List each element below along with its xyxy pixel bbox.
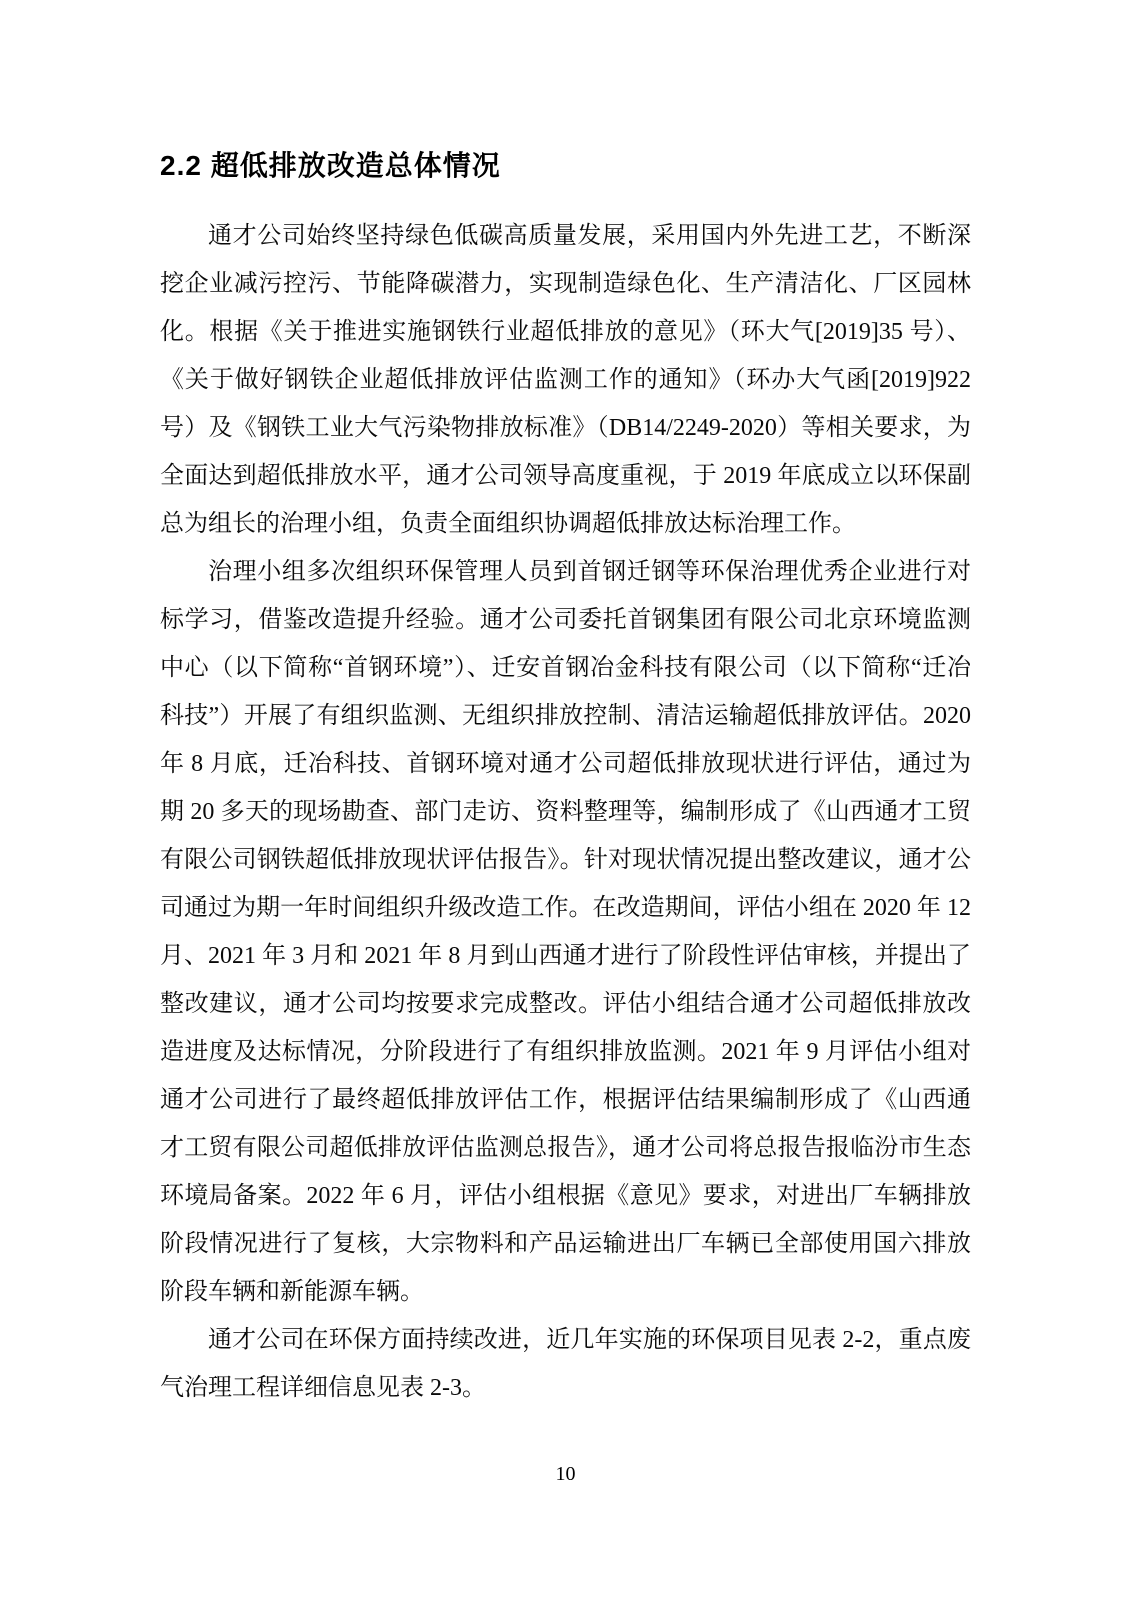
body-paragraph: 通才公司始终坚持绿色低碳高质量发展，采用国内外先进工艺，不断深挖企业减污控污、节能降碳潜力，实现制造绿色化、生产清洁化、厂区园林化。根据《关于推进实施钢铁行业超低排放的意见》（环大气[2019]35 号）、《关于做好钢铁企业超低排放评估监测工作的通知》（环办大气函[2019]922 号）及《钢铁工业大气污染物排放标准》（DB14/2249-2020）等相关要求，为全面达到超低排放水平，通才公司领导高度重视，于 2019 年底成立以环保副总为组长的治理小组，负责全面组织协调超低排放达标治理工作。: [160, 223, 971, 537]
page-number: 10: [555, 1463, 576, 1485]
body-paragraph: 通才公司在环保方面持续改进，近几年实施的环保项目见表 2-2，重点废气治理工程详细信息见表 2-3。: [160, 1327, 971, 1401]
section-heading: 2.2 超低排放改造总体情况: [160, 150, 501, 181]
body-paragraph: 治理小组多次组织环保管理人员到首钢迁钢等环保治理优秀企业进行对标学习，借鉴改造提升经验。通才公司委托首钢集团有限公司北京环境监测中心（以下简称“首钢环境”）、迁安首钢冶金科技有限公司（以下简称“迁冶科技”）开展了有组织监测、无组织排放控制、清洁运输超低排放评估。2020 年 8 月底，迁冶科技、首钢环境对通才公司超低排放现状进行评估，通过为期 20 多天的现场勘查、部门走访、资料整理等，编制形成了《山西通才工贸有限公司钢铁超低排放现状评估报告》。针对现状情况提出整改建议，通才公司通过为期一年时间组织升级改造工作。在改造期间，评估小组在 2020 年 12 月、2021 年 3 月和 2021 年 8 月到山西通才进行了阶段性评估审核，并提出了整改建议，通才公司均按要求完成整改。评估小组结合通才公司超低排放改造进度及达标情况，分阶段进行了有组织排放监测。2021 年 9 月评估小组对通才公司进行了最终超低排放评估工作，根据评估结果编制形成了《山西通才工贸有限公司超低排放评估监测总报告》，通才公司将总报告报临汾市生态环境局备案。2022 年 6 月，评估小组根据《意见》要求，对进出厂车辆排放阶段情况进行了复核，大宗物料和产品运输进出厂车辆已全部使用国六排放阶段车辆和新能源车辆。: [160, 559, 971, 1305]
section-body: [160, 212, 971, 1412]
page-content: [160, 146, 971, 1412]
